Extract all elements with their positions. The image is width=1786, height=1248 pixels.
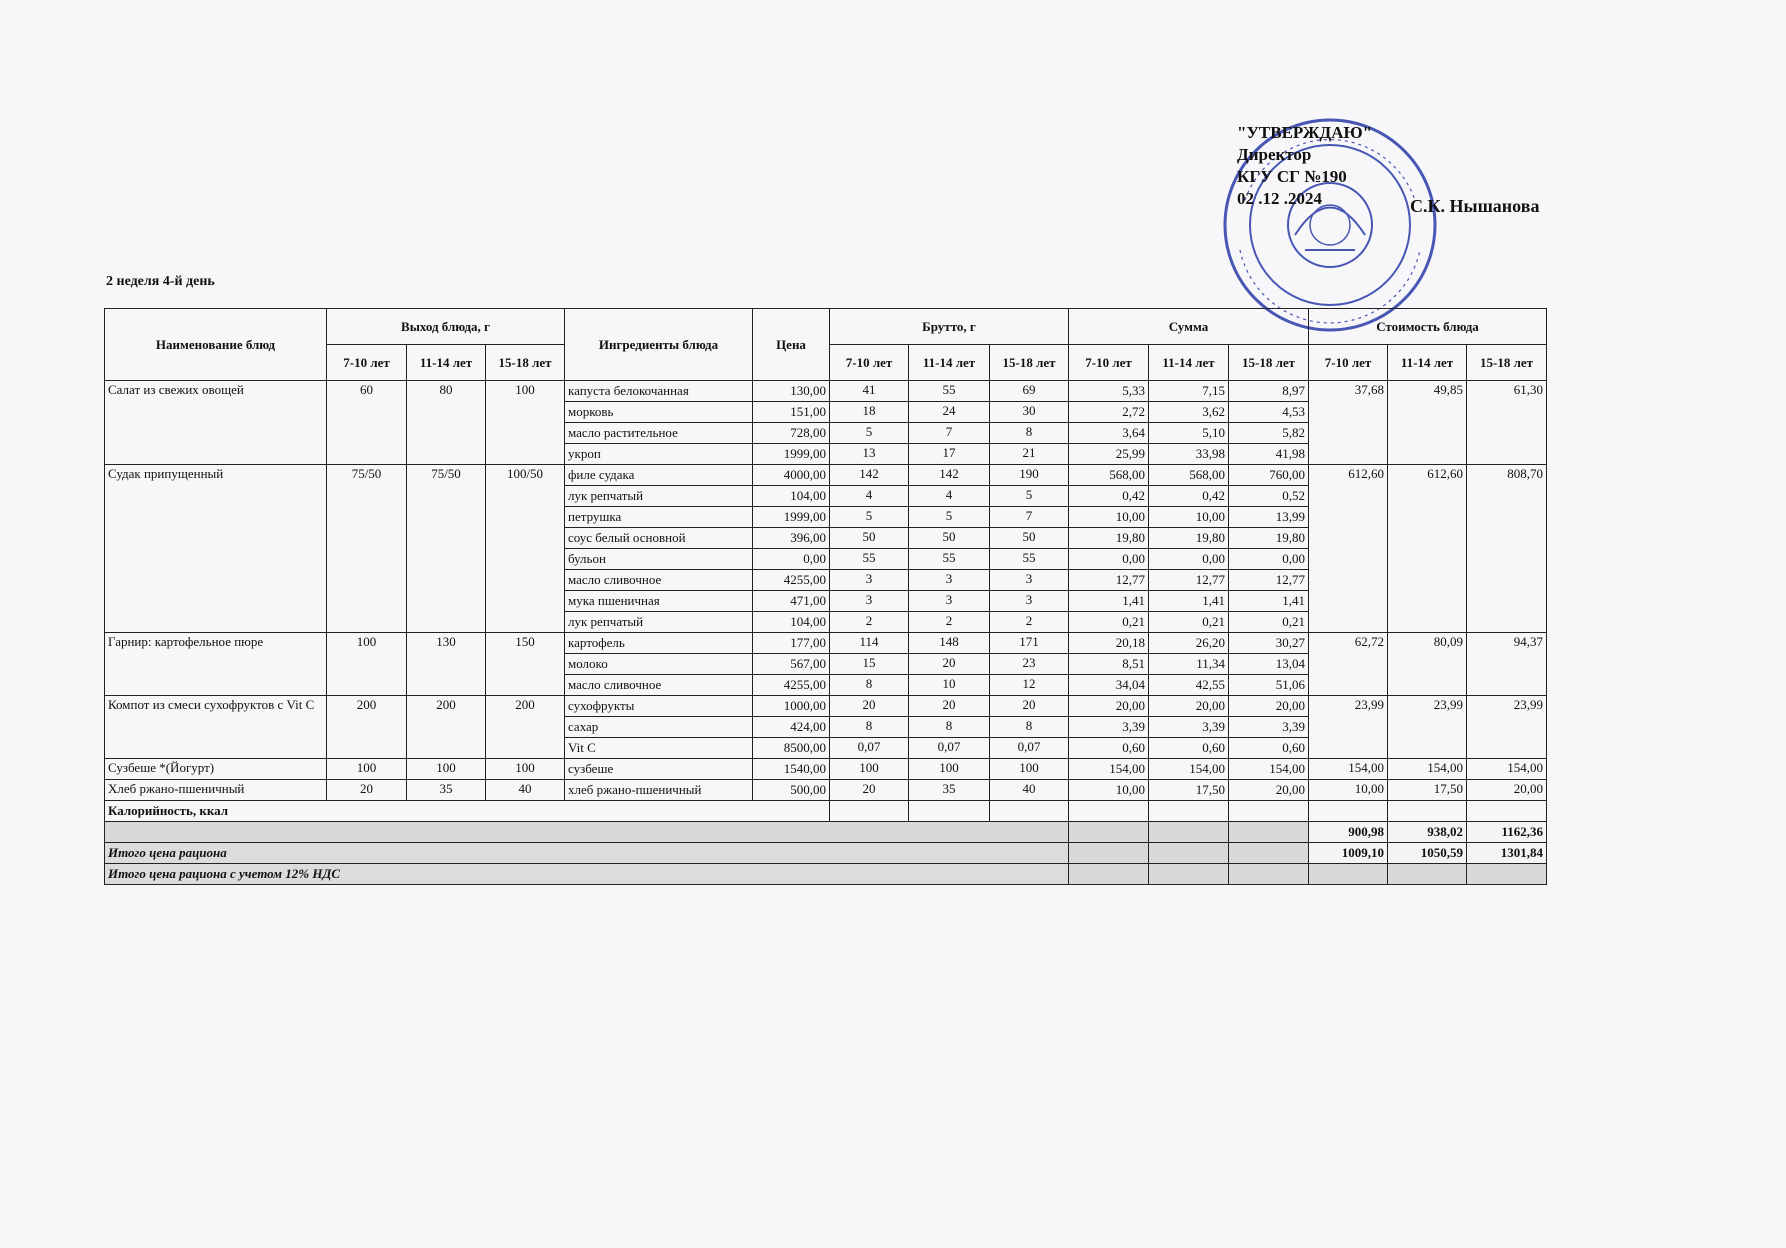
ingredient-brutto: 20 (909, 654, 990, 675)
dish-output: 100 (486, 381, 565, 465)
ingredient-sum: 1,41 (1149, 591, 1229, 612)
dish-output: 100 (407, 759, 486, 780)
ingredient-name: сахар (565, 717, 753, 738)
empty-cell (1467, 801, 1547, 822)
dish-output: 75/50 (407, 465, 486, 633)
dish-cost: 10,00 (1309, 780, 1388, 801)
ingredient-sum: 51,06 (1229, 675, 1309, 696)
header-age: 7-10 лет (1309, 345, 1388, 381)
ingredient-sum: 0,60 (1069, 738, 1149, 759)
ingredient-brutto: 69 (990, 381, 1069, 402)
ingredient-price: 0,00 (753, 549, 830, 570)
ingredient-price: 728,00 (753, 423, 830, 444)
dish-output: 100 (327, 759, 407, 780)
ingredient-brutto: 18 (830, 402, 909, 423)
ingredient-price: 471,00 (753, 591, 830, 612)
ingredient-brutto: 148 (909, 633, 990, 654)
header-price: Цена (753, 309, 830, 381)
empty-cell (1149, 864, 1229, 885)
ingredient-sum: 10,00 (1149, 507, 1229, 528)
ingredient-brutto: 8 (830, 675, 909, 696)
dish-cost: 23,99 (1388, 696, 1467, 759)
empty-cell (830, 801, 909, 822)
empty-cell (1309, 801, 1388, 822)
dish-output: 20 (327, 780, 407, 801)
ingredient-brutto: 13 (830, 444, 909, 465)
ingredient-price: 1999,00 (753, 507, 830, 528)
table-row (105, 780, 1547, 801)
ingredient-sum: 10,00 (1069, 507, 1149, 528)
ingredient-brutto: 142 (909, 465, 990, 486)
dish-output: 75/50 (327, 465, 407, 633)
table-row (105, 633, 1547, 654)
ingredient-brutto: 5 (990, 486, 1069, 507)
header-age: 15-18 лет (1467, 345, 1547, 381)
ingredient-sum: 19,80 (1229, 528, 1309, 549)
subtotal-blank (105, 822, 1069, 843)
ingredient-brutto: 3 (830, 591, 909, 612)
menu-table (104, 308, 1547, 885)
ingredient-name: масло растительное (565, 423, 753, 444)
ingredient-sum: 3,39 (1069, 717, 1149, 738)
empty-cell (1388, 801, 1467, 822)
header-age: 11-14 лет (1388, 345, 1467, 381)
ingredient-brutto: 20 (830, 780, 909, 801)
ingredient-sum: 0,21 (1069, 612, 1149, 633)
dish-cost: 94,37 (1467, 633, 1547, 696)
dish-cost: 80,09 (1388, 633, 1467, 696)
ingredient-price: 104,00 (753, 486, 830, 507)
approval-institution: КГУ СГ №190 (1237, 167, 1347, 186)
dish-output: 100 (486, 759, 565, 780)
ingredient-brutto: 100 (990, 759, 1069, 780)
ingredient-price: 1540,00 (753, 759, 830, 780)
ingredient-brutto: 100 (830, 759, 909, 780)
ingredient-brutto: 8 (830, 717, 909, 738)
ingredient-sum: 41,98 (1229, 444, 1309, 465)
ingredient-name: хлеб ржано-пшеничный (565, 780, 753, 801)
ingredient-brutto: 24 (909, 402, 990, 423)
header-brutto: Брутто, г (830, 309, 1069, 345)
ingredient-name: сузбеше (565, 759, 753, 780)
ingredient-brutto: 3 (909, 591, 990, 612)
empty-cell (1229, 822, 1309, 843)
empty-cell (990, 801, 1069, 822)
header-age: 7-10 лет (327, 345, 407, 381)
header-age: 15-18 лет (990, 345, 1069, 381)
ingredient-sum: 5,33 (1069, 381, 1149, 402)
ingredient-sum: 20,00 (1229, 696, 1309, 717)
ingredient-name: укроп (565, 444, 753, 465)
ingredient-price: 177,00 (753, 633, 830, 654)
dish-cost: 49,85 (1388, 381, 1467, 465)
ingredient-brutto: 0,07 (830, 738, 909, 759)
ingredient-sum: 4,53 (1229, 402, 1309, 423)
ingredient-brutto: 20 (830, 696, 909, 717)
header-ingredients: Ингредиенты блюда (565, 309, 753, 381)
dish-cost: 808,70 (1467, 465, 1547, 633)
ingredient-sum: 12,77 (1069, 570, 1149, 591)
ingredient-name: капуста белокочанная (565, 381, 753, 402)
ingredient-brutto: 7 (990, 507, 1069, 528)
approval-position: Директор (1237, 145, 1312, 164)
ingredient-price: 396,00 (753, 528, 830, 549)
ingredient-brutto: 171 (990, 633, 1069, 654)
empty-cell (1149, 843, 1229, 864)
empty-cell (1229, 843, 1309, 864)
ingredient-sum: 25,99 (1069, 444, 1149, 465)
dish-output: 150 (486, 633, 565, 696)
dish-name: Гарнир: картофельное пюре (105, 633, 327, 696)
dish-cost: 154,00 (1309, 759, 1388, 780)
dish-cost: 20,00 (1467, 780, 1547, 801)
calories-label: Калорийность, ккал (105, 801, 830, 822)
ingredient-sum: 154,00 (1229, 759, 1309, 780)
empty-cell (909, 801, 990, 822)
ingredient-sum: 3,62 (1149, 402, 1229, 423)
table-row (105, 465, 1547, 486)
ingredient-sum: 0,00 (1069, 549, 1149, 570)
ingredient-sum: 0,42 (1149, 486, 1229, 507)
ingredient-sum: 0,52 (1229, 486, 1309, 507)
ingredient-brutto: 55 (990, 549, 1069, 570)
ingredient-brutto: 40 (990, 780, 1069, 801)
ingredient-sum: 2,72 (1069, 402, 1149, 423)
ingredient-sum: 33,98 (1149, 444, 1229, 465)
dish-name: Хлеб ржано-пшеничный (105, 780, 327, 801)
total-vat-label: Итого цена рациона с учетом 12% НДС (105, 864, 1069, 885)
header-age: 7-10 лет (1069, 345, 1149, 381)
ingredient-sum: 154,00 (1149, 759, 1229, 780)
dish-cost: 23,99 (1309, 696, 1388, 759)
total-vat-row (105, 864, 1547, 885)
subtotal-row (105, 822, 1547, 843)
total-value: 1301,84 (1467, 843, 1547, 864)
ingredient-sum: 42,55 (1149, 675, 1229, 696)
empty-cell (1309, 864, 1388, 885)
ingredient-sum: 1,41 (1229, 591, 1309, 612)
ingredient-price: 104,00 (753, 612, 830, 633)
total-value: 1009,10 (1309, 843, 1388, 864)
dish-cost: 612,60 (1388, 465, 1467, 633)
dish-output: 200 (407, 696, 486, 759)
total-row (105, 843, 1547, 864)
ingredient-brutto: 100 (909, 759, 990, 780)
ingredient-name: бульон (565, 549, 753, 570)
approval-date: 02 .12 .2024 (1237, 189, 1322, 208)
ingredient-sum: 0,21 (1229, 612, 1309, 633)
ingredient-brutto: 3 (990, 591, 1069, 612)
ingredient-price: 130,00 (753, 381, 830, 402)
header-age: 15-18 лет (486, 345, 565, 381)
ingredient-brutto: 23 (990, 654, 1069, 675)
dish-output: 200 (486, 696, 565, 759)
ingredient-sum: 12,77 (1149, 570, 1229, 591)
subtotal-value: 1162,36 (1467, 822, 1547, 843)
ingredient-sum: 5,82 (1229, 423, 1309, 444)
header-age: 15-18 лет (1229, 345, 1309, 381)
header-output: Выход блюда, г (327, 309, 565, 345)
ingredient-sum: 20,00 (1229, 780, 1309, 801)
ingredient-brutto: 5 (830, 423, 909, 444)
ingredient-brutto: 5 (909, 507, 990, 528)
ingredient-sum: 13,04 (1229, 654, 1309, 675)
ingredient-brutto: 12 (990, 675, 1069, 696)
ingredient-price: 4000,00 (753, 465, 830, 486)
ingredient-sum: 3,39 (1229, 717, 1309, 738)
dish-cost: 612,60 (1309, 465, 1388, 633)
ingredient-brutto: 4 (909, 486, 990, 507)
ingredient-sum: 20,00 (1149, 696, 1229, 717)
ingredient-brutto: 50 (909, 528, 990, 549)
ingredient-brutto: 2 (990, 612, 1069, 633)
ingredient-brutto: 55 (830, 549, 909, 570)
ingredient-sum: 20,18 (1069, 633, 1149, 654)
ingredient-name: морковь (565, 402, 753, 423)
dish-output: 40 (486, 780, 565, 801)
ingredient-sum: 0,60 (1229, 738, 1309, 759)
dish-output: 130 (407, 633, 486, 696)
ingredient-brutto: 8 (990, 423, 1069, 444)
ingredient-name: соус белый основной (565, 528, 753, 549)
ingredient-brutto: 50 (990, 528, 1069, 549)
header-cost: Стоимость блюда (1309, 309, 1547, 345)
ingredient-sum: 568,00 (1149, 465, 1229, 486)
ingredient-brutto: 190 (990, 465, 1069, 486)
ingredient-brutto: 41 (830, 381, 909, 402)
ingredient-name: масло сливочное (565, 570, 753, 591)
ingredient-name: сухофрукты (565, 696, 753, 717)
dish-output: 200 (327, 696, 407, 759)
ingredient-price: 567,00 (753, 654, 830, 675)
ingredient-brutto: 21 (990, 444, 1069, 465)
ingredient-brutto: 20 (909, 696, 990, 717)
ingredient-brutto: 50 (830, 528, 909, 549)
ingredient-sum: 568,00 (1069, 465, 1149, 486)
week-title: 2 неделя 4-й день (106, 274, 215, 289)
ingredient-brutto: 3 (830, 570, 909, 591)
approval-block (1237, 122, 1372, 210)
ingredient-sum: 30,27 (1229, 633, 1309, 654)
ingredient-sum: 3,64 (1069, 423, 1149, 444)
empty-cell (1069, 864, 1149, 885)
ingredient-name: лук репчатый (565, 486, 753, 507)
ingredient-price: 4255,00 (753, 570, 830, 591)
approval-title: "УТВЕРЖДАЮ" (1237, 123, 1373, 142)
dish-name: Салат из свежих овощей (105, 381, 327, 465)
dish-output: 60 (327, 381, 407, 465)
director-name: С.К. Нышанова (1410, 196, 1540, 216)
ingredient-sum: 19,80 (1069, 528, 1149, 549)
ingredient-sum: 12,77 (1229, 570, 1309, 591)
ingredient-brutto: 2 (909, 612, 990, 633)
ingredient-sum: 154,00 (1069, 759, 1149, 780)
header-dish: Наименование блюд (105, 309, 327, 381)
ingredient-brutto: 7 (909, 423, 990, 444)
calories-row (105, 801, 1547, 822)
dish-output: 35 (407, 780, 486, 801)
ingredient-price: 8500,00 (753, 738, 830, 759)
ingredient-sum: 3,39 (1149, 717, 1229, 738)
table-row (105, 696, 1547, 717)
ingredient-name: масло сливочное (565, 675, 753, 696)
ingredient-sum: 26,20 (1149, 633, 1229, 654)
ingredient-brutto: 15 (830, 654, 909, 675)
ingredient-sum: 17,50 (1149, 780, 1229, 801)
ingredient-price: 4255,00 (753, 675, 830, 696)
empty-cell (1229, 801, 1309, 822)
empty-cell (1149, 801, 1229, 822)
ingredient-sum: 13,99 (1229, 507, 1309, 528)
ingredient-brutto: 55 (909, 381, 990, 402)
ingredient-brutto: 10 (909, 675, 990, 696)
dish-cost: 17,50 (1388, 780, 1467, 801)
ingredient-brutto: 17 (909, 444, 990, 465)
ingredient-name: молоко (565, 654, 753, 675)
subtotal-value: 938,02 (1388, 822, 1467, 843)
dish-cost: 62,72 (1309, 633, 1388, 696)
ingredient-sum: 0,42 (1069, 486, 1149, 507)
ingredient-sum: 5,10 (1149, 423, 1229, 444)
empty-cell (1388, 864, 1467, 885)
ingredient-brutto: 3 (909, 570, 990, 591)
ingredient-price: 424,00 (753, 717, 830, 738)
header-age: 11-14 лет (909, 345, 990, 381)
empty-cell (1467, 864, 1547, 885)
ingredient-sum: 0,21 (1149, 612, 1229, 633)
menu-body (105, 381, 1547, 801)
ingredient-brutto: 0,07 (909, 738, 990, 759)
dish-cost: 154,00 (1388, 759, 1467, 780)
ingredient-sum: 20,00 (1069, 696, 1149, 717)
ingredient-sum: 0,60 (1149, 738, 1229, 759)
ingredient-sum: 34,04 (1069, 675, 1149, 696)
ingredient-brutto: 20 (990, 696, 1069, 717)
empty-cell (1069, 822, 1149, 843)
ingredient-brutto: 0,07 (990, 738, 1069, 759)
header-age: 11-14 лет (407, 345, 486, 381)
ingredient-brutto: 3 (990, 570, 1069, 591)
dish-output: 80 (407, 381, 486, 465)
ingredient-sum: 760,00 (1229, 465, 1309, 486)
ingredient-sum: 0,00 (1149, 549, 1229, 570)
ingredient-price: 151,00 (753, 402, 830, 423)
ingredient-price: 500,00 (753, 780, 830, 801)
dish-output: 100 (327, 633, 407, 696)
ingredient-brutto: 2 (830, 612, 909, 633)
ingredient-name: Vit C (565, 738, 753, 759)
ingredient-name: филе судака (565, 465, 753, 486)
ingredient-name: петрушка (565, 507, 753, 528)
ingredient-brutto: 114 (830, 633, 909, 654)
empty-cell (1069, 801, 1149, 822)
ingredient-sum: 11,34 (1149, 654, 1229, 675)
ingredient-sum: 7,15 (1149, 381, 1229, 402)
ingredient-price: 1999,00 (753, 444, 830, 465)
dish-cost: 154,00 (1467, 759, 1547, 780)
ingredient-sum: 19,80 (1149, 528, 1229, 549)
empty-cell (1069, 843, 1149, 864)
dish-output: 100/50 (486, 465, 565, 633)
ingredient-sum: 10,00 (1069, 780, 1149, 801)
header-age: 7-10 лет (830, 345, 909, 381)
empty-cell (1149, 822, 1229, 843)
ingredient-name: картофель (565, 633, 753, 654)
header-sum: Сумма (1069, 309, 1309, 345)
subtotal-value: 900,98 (1309, 822, 1388, 843)
dish-name: Судак припущенный (105, 465, 327, 633)
header-age: 11-14 лет (1149, 345, 1229, 381)
ingredient-brutto: 4 (830, 486, 909, 507)
dish-cost: 37,68 (1309, 381, 1388, 465)
dish-name: Компот из смеси сухофруктов с Vit C (105, 696, 327, 759)
ingredient-brutto: 142 (830, 465, 909, 486)
ingredient-sum: 1,41 (1069, 591, 1149, 612)
ingredient-price: 1000,00 (753, 696, 830, 717)
ingredient-brutto: 8 (990, 717, 1069, 738)
ingredient-brutto: 8 (909, 717, 990, 738)
ingredient-name: лук репчатый (565, 612, 753, 633)
table-row (105, 759, 1547, 780)
ingredient-brutto: 35 (909, 780, 990, 801)
ingredient-sum: 8,51 (1069, 654, 1149, 675)
total-value: 1050,59 (1388, 843, 1467, 864)
total-label: Итого цена рациона (105, 843, 1069, 864)
dish-name: Сузбеше *(Йогурт) (105, 759, 327, 780)
ingredient-brutto: 30 (990, 402, 1069, 423)
ingredient-brutto: 5 (830, 507, 909, 528)
dish-cost: 61,30 (1467, 381, 1547, 465)
table-row (105, 381, 1547, 402)
empty-cell (1229, 864, 1309, 885)
ingredient-sum: 0,00 (1229, 549, 1309, 570)
ingredient-brutto: 55 (909, 549, 990, 570)
ingredient-name: мука пшеничная (565, 591, 753, 612)
ingredient-sum: 8,97 (1229, 381, 1309, 402)
dish-cost: 23,99 (1467, 696, 1547, 759)
